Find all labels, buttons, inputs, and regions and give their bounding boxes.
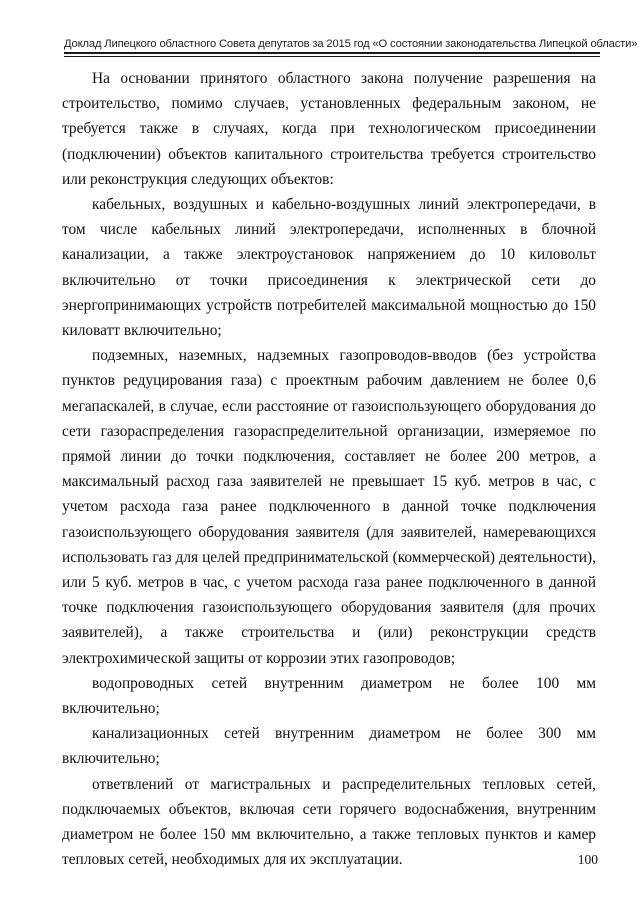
- document-body: [62, 66, 596, 873]
- page-number: 100: [577, 852, 598, 867]
- header-rule-thick: [64, 52, 600, 54]
- paragraph-gas-pipelines: подземных, наземных, надземных газопроводов-вводов (без устройства пунктов редуцирования газа) с проектным рабочим давлением не более 0,6 мегапаскалей, в случае, если расстояние от газоиспользующего оборудования до сети газораспределения газораспределительной организации, измеряемое по прямой линии до точки подключения, составляет не более 200 метров, а максимальный расход газа заявителей не превышает 15 куб. метров в час, с учетом расхода газа ранее подключенного в данной точке подключения газоиспользующего оборудования заявителя (для заявителей, намеревающихся использовать газ для целей предпринимательской (коммерческой) деятельности), или 5 куб. метров в час, с учетом расхода газа ранее подключенного в данной точке подключения газоиспользующего оборудования заявителя (для прочих заявителей), а также строительства и (или) реконструкции средств электрохимической защиты от коррозии этих газопроводов;: [62, 347, 596, 667]
- paragraph-sewer-networks: канализационных сетей внутренним диаметром не более 300 мм включительно;: [62, 725, 596, 768]
- paragraph-intro: На основании принятого областного закона получение разрешения на строительство, помимо случаев, установленных федеральным законом, не требуется также в случаях, когда при технологическом присоединении (подключении) объектов капитального строительства требуется строительство или реконструкция следующих объектов:: [62, 70, 596, 188]
- paragraph-water-networks: водопроводных сетей внутренним диаметром не более 100 мм включительно;: [62, 674, 596, 718]
- paragraph-power-lines: кабельных, воздушных и кабельно-воздушных линий электропередачи, в том числе кабельных линий электропередачи, исполненных в блочной канализации, а также электроустановок напряжением до 10 киловольт включительно от точки присоединения к электрической сети до энергопринимающих устройств потребителей максимальной мощностью до 150 киловатт включительно;: [62, 196, 596, 340]
- header-rule-thin: [64, 56, 600, 57]
- paragraph-heat-networks: ответвлений от магистральных и распределительных тепловых сетей, подключаемых объектов, включая сети горячего водоснабжения, внутренним диаметром не более 150 мм включительно, а также тепловых пунктов и камер тепловых сетей, необходимых для их эксплуатации.: [62, 775, 596, 869]
- running-header: Доклад Липецкого областного Совета депутатов за 2015 год «О состоянии законодательства Липецкой области»: [64, 38, 638, 50]
